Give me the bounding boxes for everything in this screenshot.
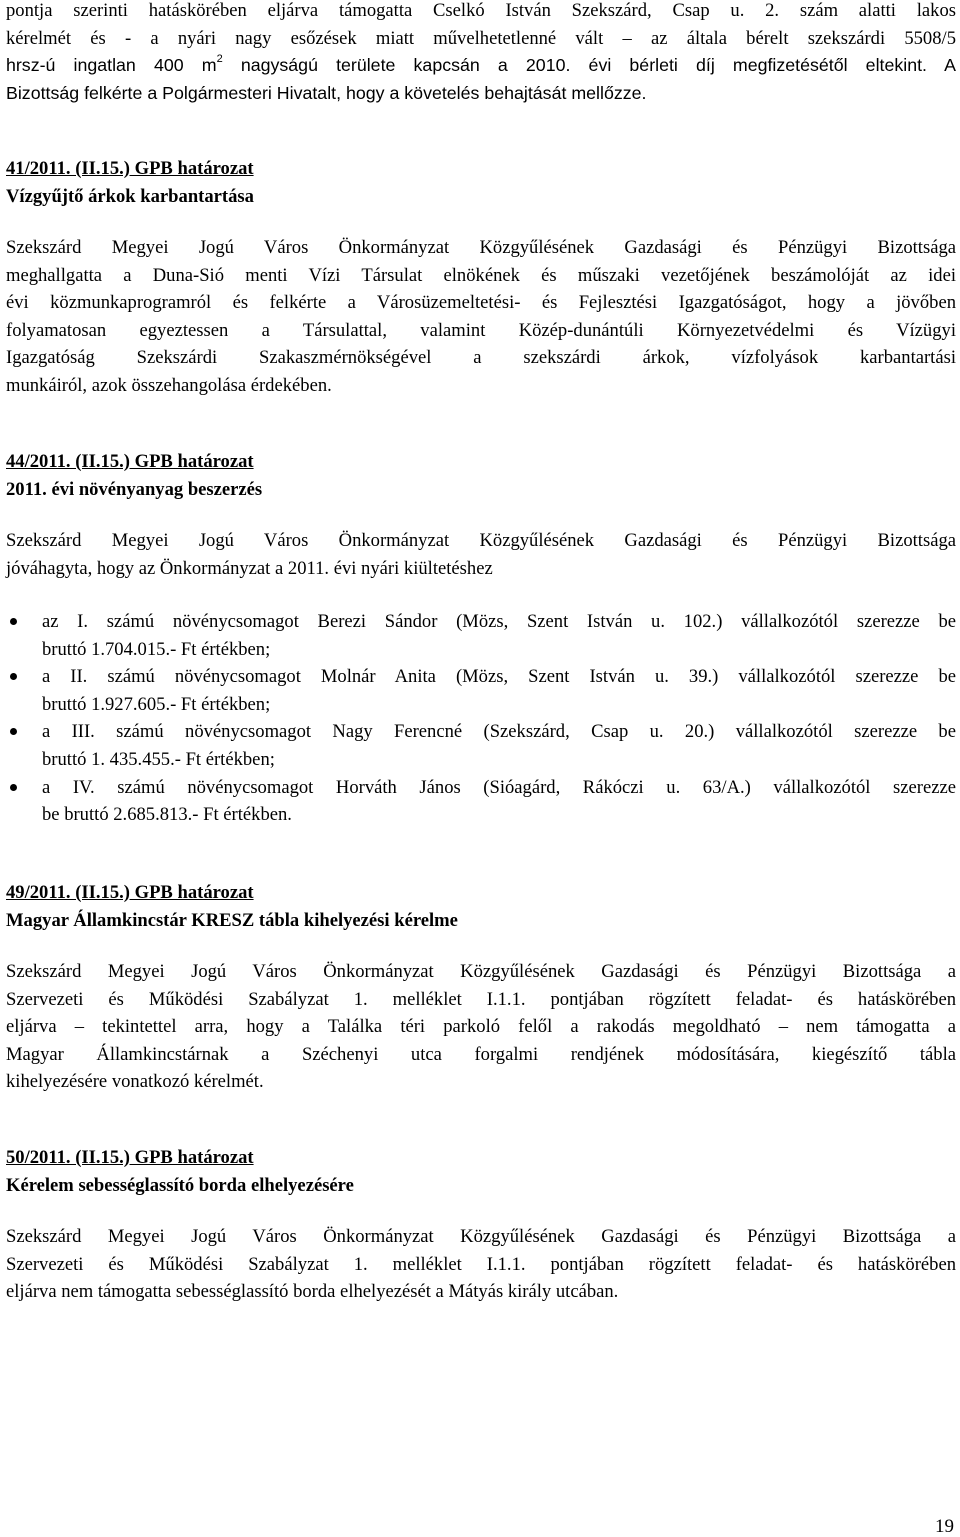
body-line: meghallgatta a Duna-Sió menti Vízi Társulat elnökének és műszaki vezetőjének beszámolóját az idei	[6, 264, 956, 286]
resolution-41	[6, 155, 956, 210]
body-line: Szekszárd Megyei Jogú Város Önkormányzat Közgyűlésének Gazdasági és Pénzügyi Bizottsága	[6, 530, 956, 551]
resolution-title: Magyar Államkincstár KRESZ tábla kihelyezési kérelme	[6, 909, 458, 931]
intro-text: nagyságú területe kapcsán a 2010. évi bérleti díj megfizetésétől eltekint. A	[222, 55, 956, 76]
list-item-line: a IV. számú növénycsomagot Horváth János (Sióagárd, Rákóczi u. 63/A.) vállalkozótól szerezze	[42, 776, 956, 798]
body-line: jóváhagyta, hogy az Önkormányzat a 2011. évi nyári kiültetéshez	[6, 557, 493, 579]
body-line: évi közmunkaprogramról és felkérte a Városüzemeltetési- és Fejlesztési Igazgatóságot, hogy a jövőben	[6, 292, 956, 314]
body-line: Magyar Államkincstárnak a Széchenyi utca forgalmi rendjének módosítására, kiegészítő tábla	[6, 1043, 956, 1065]
list-item-line: az I. számú növénycsomagot Berezi Sándor (Mözs, Szent István u. 102.) vállalkozótól szerezze be	[42, 611, 956, 632]
list-item-line: a II. számú növénycsomagot Molnár Anita (Mözs, Szent István u. 39.) vállalkozótól szerezze be	[42, 666, 956, 688]
intro-text: hrsz-ú ingatlan 400 m	[6, 55, 217, 76]
list-item-line: be bruttó 2.685.813.- Ft értékben.	[42, 804, 292, 826]
body-line: Szervezeti és Működési Szabályzat 1. melléklet I.1.1. pontjában rögzített feladat- és hatáskörében	[6, 988, 956, 1010]
intro-line: pontja szerinti hatáskörében eljárva támogatta Cselkó István Szekszárd, Csap u. 2. szám alatti lakos	[6, 0, 956, 21]
body-line: Szervezeti és Működési Szabályzat 1. melléklet I.1.1. pontjában rögzített feladat- és hatáskörében	[6, 1253, 956, 1275]
list-item-line: bruttó 1.927.605.- Ft értékben;	[42, 693, 271, 715]
resolution-title: Kérelem sebességlassító borda elhelyezésére	[6, 1174, 354, 1196]
resolution-50-body	[6, 1223, 956, 1306]
resolution-49-body	[6, 958, 956, 1096]
list-item-line: a III. számú növénycsomagot Nagy Ferencné (Szekszárd, Csap u. 20.) vállalkozótól szerezze be	[42, 721, 956, 743]
resolution-number: 49/2011. (II.15.) GPB határozat	[6, 882, 254, 903]
list-item	[6, 663, 956, 718]
intro-line: kérelmét és - a nyári nagy esőzések miatt művelhetetlenné vált – az általa bérelt szekszárdi 5508/5	[6, 27, 956, 49]
bullet-icon	[10, 728, 17, 735]
resolution-41-body	[6, 234, 956, 400]
resolution-number: 50/2011. (II.15.) GPB határozat	[6, 1147, 254, 1168]
body-line: kihelyezésére vonatkozó kérelmét.	[6, 1071, 264, 1093]
plant-package-list	[6, 608, 956, 829]
body-line: eljárva nem támogatta sebességlassító borda elhelyezését a Mátyás király utcában.	[6, 1281, 619, 1303]
resolution-44	[6, 448, 956, 503]
bullet-icon	[10, 673, 17, 680]
body-line: folyamatosan egyeztessen a Társulattal, valamint Közép-dunántúli Környezetvédelmi és Vízügyi	[6, 319, 956, 341]
resolution-49	[6, 879, 956, 934]
body-line: Szekszárd Megyei Jogú Város Önkormányzat Közgyűlésének Gazdasági és Pénzügyi Bizottsága	[6, 237, 956, 258]
body-line: eljárva – tekintettel arra, hogy a Találka téri parkoló felől a rakodás megoldható – nem támogatta a	[6, 1016, 956, 1038]
body-line: munkáiról, azok összehangolása érdekében.	[6, 374, 332, 396]
body-line: Igazgatóság Szekszárdi Szakaszmérnökségével a szekszárdi árkok, vízfolyások karbantartási	[6, 347, 956, 369]
resolution-number: 41/2011. (II.15.) GPB határozat	[6, 158, 254, 179]
intro-paragraph	[6, 0, 956, 107]
resolution-50	[6, 1144, 956, 1199]
resolution-title: 2011. évi növényanyag beszerzés	[6, 478, 263, 500]
body-line: Szekszárd Megyei Jogú Város Önkormányzat Közgyűlésének Gazdasági és Pénzügyi Bizottsága a	[6, 1226, 956, 1247]
bullet-icon	[10, 618, 17, 625]
superscript: 2	[216, 53, 223, 66]
list-item-line: bruttó 1.704.015.- Ft értékben;	[42, 638, 271, 660]
list-item	[6, 608, 956, 663]
list-item-line: bruttó 1. 435.455.- Ft értékben;	[42, 748, 275, 770]
resolution-title: Vízgyűjtő árkok karbantartása	[6, 185, 254, 207]
resolution-number: 44/2011. (II.15.) GPB határozat	[6, 451, 254, 472]
resolution-44-body	[6, 527, 956, 582]
bullet-icon	[10, 784, 17, 791]
intro-line	[6, 52, 956, 80]
list-item	[6, 774, 956, 829]
intro-line: Bizottság felkérte a Polgármesteri Hivatalt, hogy a követelés behajtását mellőzze.	[6, 82, 647, 103]
page-number: 19	[935, 1516, 954, 1537]
list-item	[6, 718, 956, 773]
body-line: Szekszárd Megyei Jogú Város Önkormányzat Közgyűlésének Gazdasági és Pénzügyi Bizottsága a	[6, 961, 956, 982]
